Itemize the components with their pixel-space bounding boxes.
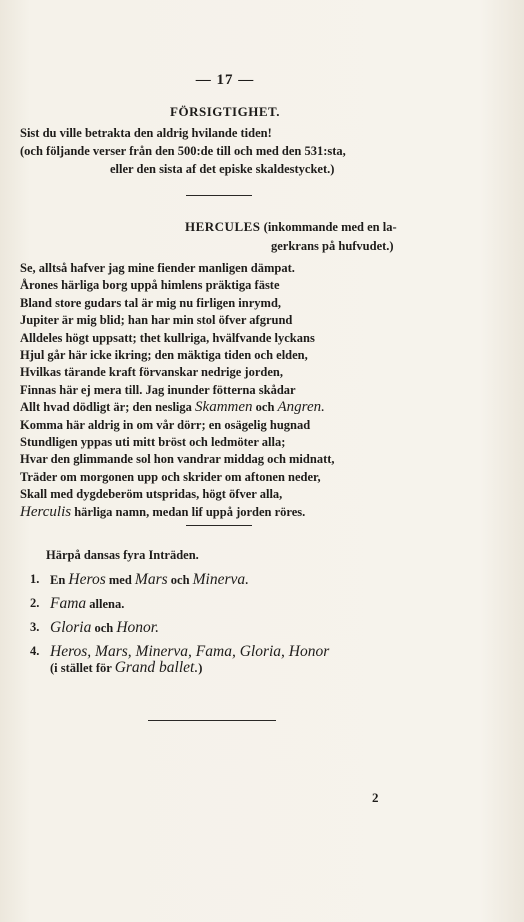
verse-line: Alldeles högt uppsatt; thet kullriga, hvälfvande lyckans: [20, 330, 315, 345]
list-item: [30, 616, 440, 640]
verse-line: Skall med dygdeberöm utspridas, högt öfver alla,: [20, 487, 283, 502]
verse-text: härliga namn, medan lif uppå jorden röres.: [71, 504, 306, 519]
verse-line: Bland store gudars tal är mig nu firligen inrymd,: [20, 295, 282, 310]
page-title: FÖRSIGTIGHET.: [170, 104, 280, 119]
entry-text: [50, 592, 124, 616]
entry-name: Grand ballet.: [114, 659, 199, 676]
entry-name: Heros, Mars, Minerva, Fama, Gloria, Honor: [50, 643, 330, 660]
page-number: 2: [372, 790, 379, 805]
stage-direction-cont: gerkrans på hufvudet.): [271, 239, 394, 253]
verse-line: Årones härliga borg uppå himlens präktiga fäste: [20, 278, 280, 293]
verse-line: Komma här aldrig in om vår dörr; en osägelig hugnad: [20, 417, 311, 432]
verse-emphasis: Skammen: [195, 399, 253, 416]
verse-line: Träder om morgonen upp och skrider om aftonen neder,: [20, 469, 321, 484]
speaker-name: HERCULES: [185, 219, 261, 234]
verse-text: Allt hvad dödligt är; den nesliga: [20, 400, 196, 415]
entry-number: 4.: [30, 644, 40, 658]
speaker-heading: [185, 217, 435, 256]
verse-line: Stundligen yppas uti mitt bröst och ledmöter alla;: [20, 435, 286, 450]
intro-line: Sist du ville betrakta den aldrig hvilande tiden!: [20, 126, 272, 140]
verse-line: [20, 399, 440, 416]
separator-rule: [186, 525, 252, 526]
verse-line: Hvilkas tärande kraft förvanskar nedrige jorden,: [20, 365, 283, 380]
entry-text: [50, 616, 159, 640]
entry-text: [50, 568, 249, 592]
entry-word: En: [50, 573, 69, 587]
entry-number: 3.: [30, 620, 40, 634]
list-item: [30, 592, 440, 616]
entry-number: 1.: [30, 572, 40, 586]
entry-word: ): [198, 661, 203, 675]
intro-line: eller den sista af det episke skaldestycket.): [110, 162, 335, 176]
separator-rule: [148, 720, 276, 721]
verse-text: och: [252, 400, 278, 415]
folio: — 17 —: [195, 72, 255, 88]
verse-line: Se, alltså hafver jag mine fiender manligen dämpat.: [20, 261, 295, 275]
verse-emphasis: Herculis: [20, 503, 72, 520]
separator-rule: [186, 195, 252, 196]
entry-word: och: [167, 573, 193, 587]
verse-line: Jupiter är mig blid; han har min stol öfver afgrund: [20, 313, 293, 328]
entry-word: och: [91, 621, 117, 635]
entry-name: Heros: [68, 571, 106, 588]
entry-name: Minerva.: [192, 571, 250, 588]
entry-list: [30, 568, 440, 677]
verse-line: Hjul går här icke ikring; den mäktiga tiden och elden,: [20, 348, 308, 363]
section-title: Härpå dansas fyra Inträden.: [46, 548, 199, 562]
entry-number: 2.: [30, 596, 40, 610]
entry-word: allena.: [86, 597, 125, 611]
entry-name: Mars: [134, 571, 168, 588]
verse-block: [20, 260, 440, 521]
list-item: [30, 568, 440, 592]
verse-line: [20, 504, 440, 521]
entry-word: (i stället för: [50, 661, 115, 675]
verse-emphasis: Angren.: [277, 399, 325, 416]
intro-text: [20, 124, 440, 178]
intro-line: (och följande verser från den 500:de till och med den 531:sta,: [20, 144, 346, 158]
entry-word: med: [105, 573, 135, 587]
verse-line: Finnas här ej mera till. Jag inunder fötterna skådar: [20, 382, 296, 397]
entry-name: Honor.: [116, 619, 159, 636]
verse-line: Hvar den glimmande sol hon vandrar middag och midnatt,: [20, 452, 335, 467]
entry-name: Gloria: [50, 619, 92, 636]
entry-name: Fama: [50, 595, 87, 612]
stage-direction: (inkommande med en la-: [263, 220, 397, 234]
